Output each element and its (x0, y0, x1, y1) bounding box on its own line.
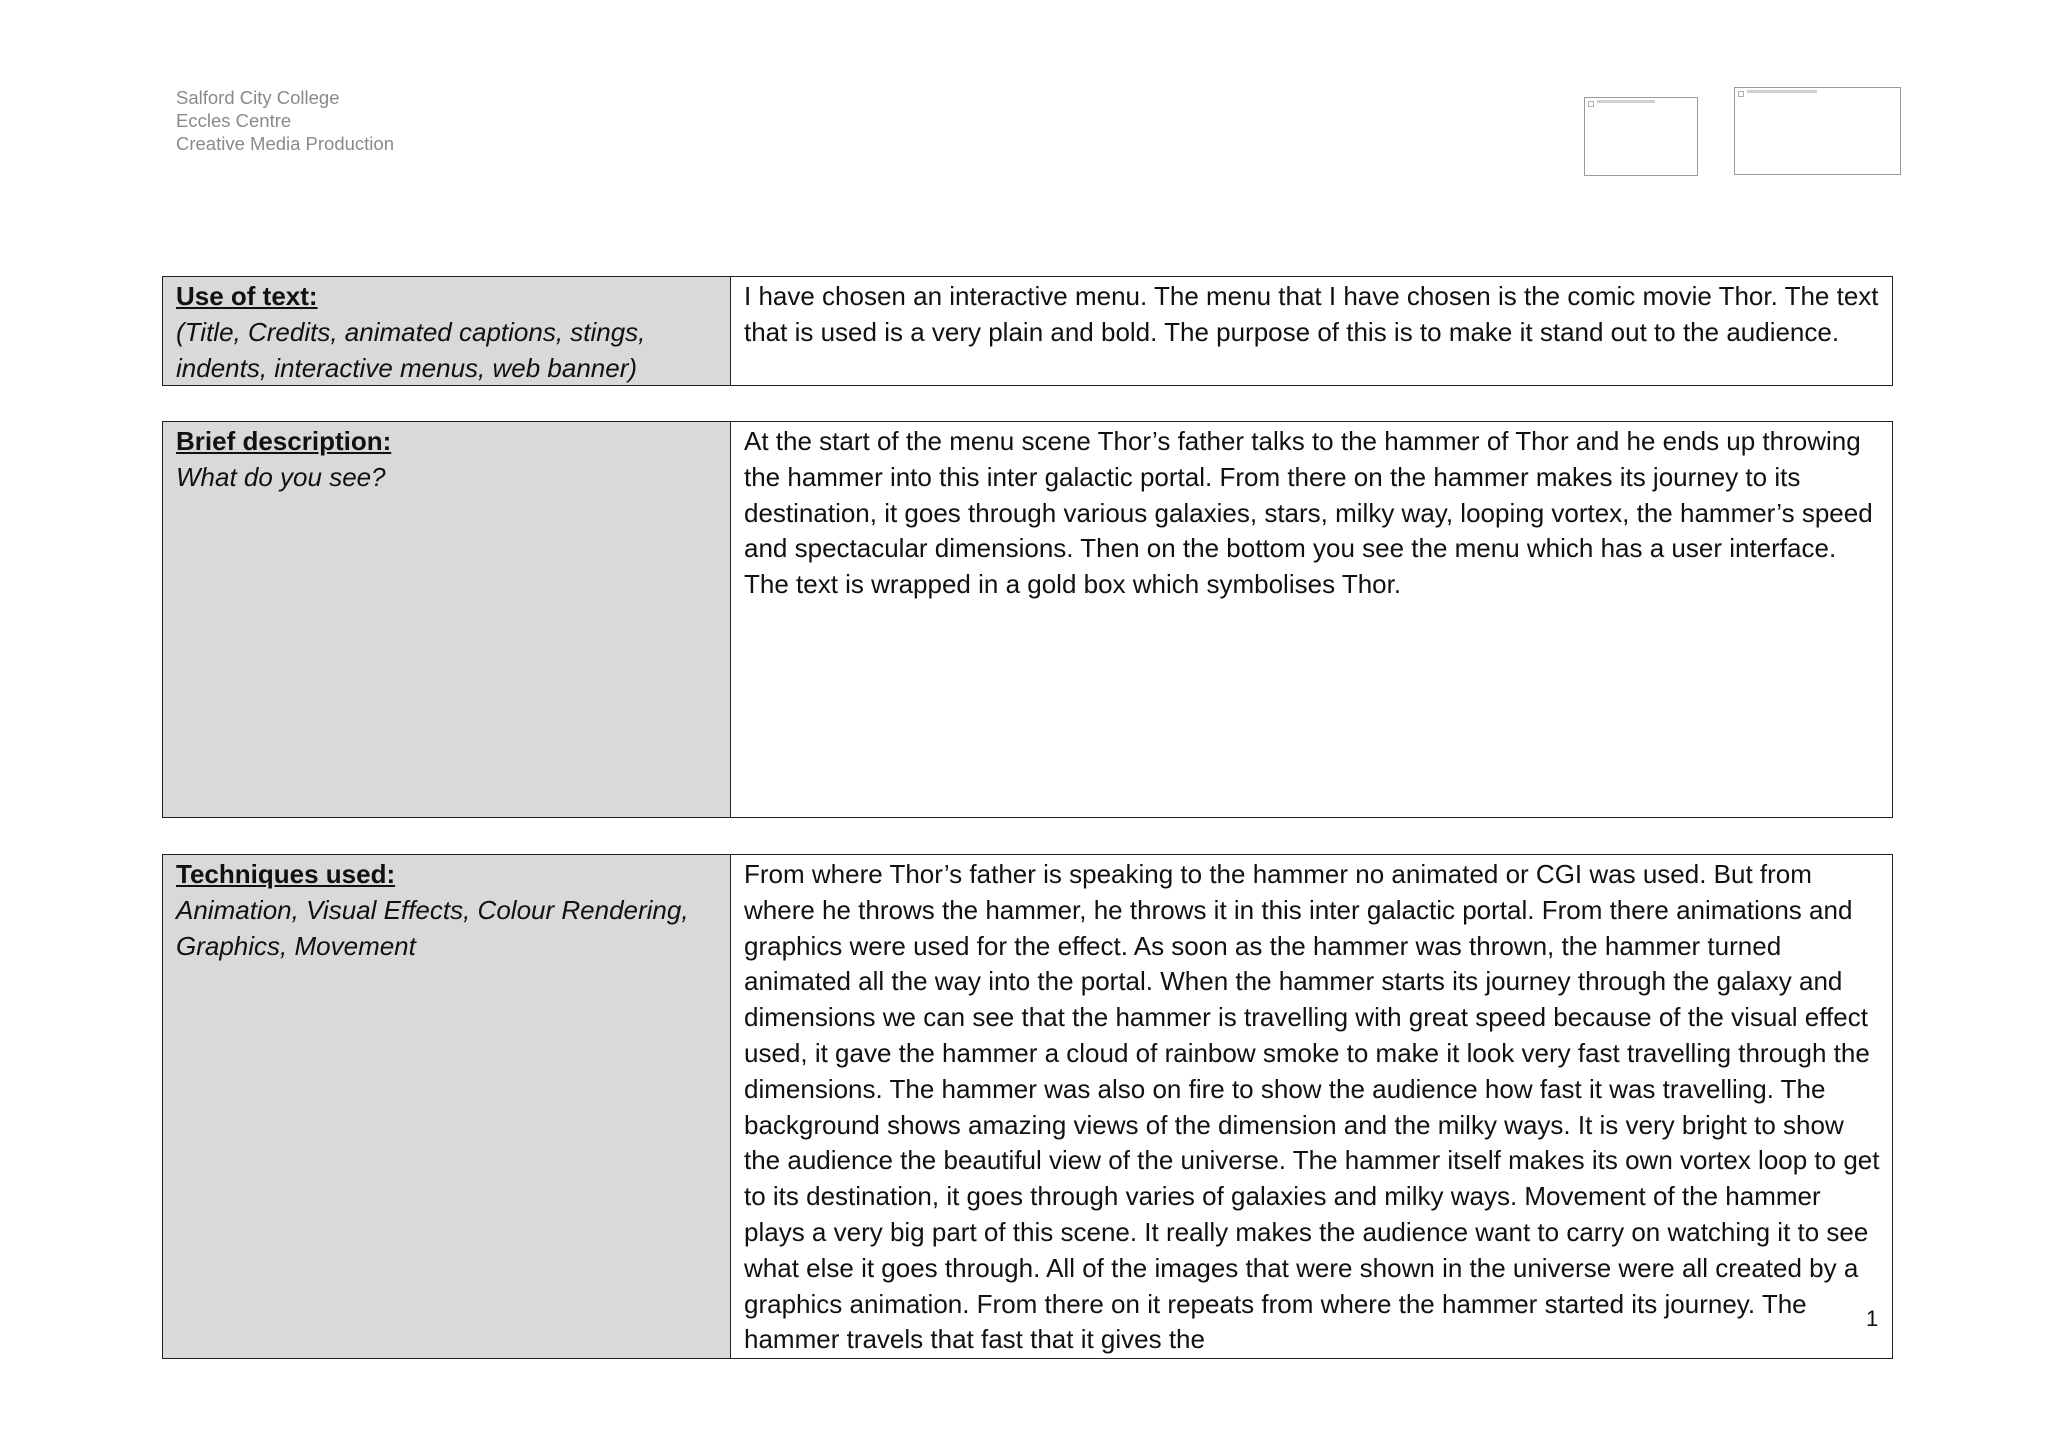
brief-description-label-cell (163, 422, 731, 817)
techniques-used-row (162, 854, 1893, 1359)
use-of-text-label: Use of text: (176, 281, 318, 311)
college-name: Salford City College (176, 87, 340, 108)
techniques-used-label-cell (163, 855, 731, 1358)
broken-image-icon (1588, 101, 1594, 107)
use-of-text-content: I have chosen an interactive menu. The menu that I have chosen is the comic movie Thor. The text that is used is a very plain and bold. The purpose of this is to make it stand out to the audience. (744, 281, 1879, 347)
broken-image-placeholder-left (1584, 97, 1698, 176)
use-of-text-row (162, 276, 1893, 386)
centre-name: Eccles Centre (176, 110, 292, 131)
use-of-text-sublabel: (Title, Credits, animated captions, stings, indents, interactive menus, web banner) (176, 316, 646, 383)
techniques-used-content: From where Thor’s father is speaking to the hammer no animated or CGI was used. But from where he throws the hammer, he throws it in this inter galactic portal. From there animations and graphics were used for the effect. As soon as the hammer was thrown, the hammer turned animated all the way into the portal. When the hammer starts its journey through the galaxy and dimensions we can see that the hammer is travelling with great speed because of the visual effect used, it gave the hammer a cloud of rainbow smoke to make it look very fast travelling through the dimensions. The hammer was also on fire to show the audience how fast it was travelling. The background shows amazing views of the dimension and the milky ways. It is very bright to show the audience the beautiful view of the universe. The hammer itself makes its own vortex loop to get to its destination, it goes through varies of galaxies and milky ways. Movement of the hammer plays a very big part of this scene. It really makes the audience want to carry on watching it to see what else it goes through. All of the images that were shown in the universe were all created by a graphics animation. From there on it repeats from where the hammer started its journey. The hammer travels that fast that it gives the (744, 859, 1880, 1355)
brief-description-label: Brief description: (176, 426, 392, 456)
broken-image-icon (1738, 91, 1744, 97)
techniques-used-sublabel: Animation, Visual Effects, Colour Rendering, Graphics, Movement (176, 894, 689, 961)
placeholder-text-line (1747, 90, 1817, 93)
brief-description-sublabel: What do you see? (176, 461, 386, 492)
broken-image-placeholder-right (1734, 87, 1901, 175)
brief-description-row (162, 421, 1893, 818)
placeholder-text-line (1597, 100, 1655, 103)
page-number: 1 (1866, 1306, 1879, 1331)
brief-description-content: At the start of the menu scene Thor’s father talks to the hammer of Thor and he ends up throwing the hammer into this inter galactic portal. From there on the hammer makes its journey to its destination, it goes through various galaxies, stars, milky way, looping vortex, the hammer’s speed and spectacular dimensions. Then on the bottom you see the menu which has a user interface. The text is wrapped in a gold box which symbolises Thor. (744, 426, 1873, 600)
use-of-text-label-cell (163, 277, 731, 385)
course-name: Creative Media Production (176, 133, 394, 154)
college-header (176, 86, 394, 155)
techniques-used-label: Techniques used: (176, 859, 396, 889)
